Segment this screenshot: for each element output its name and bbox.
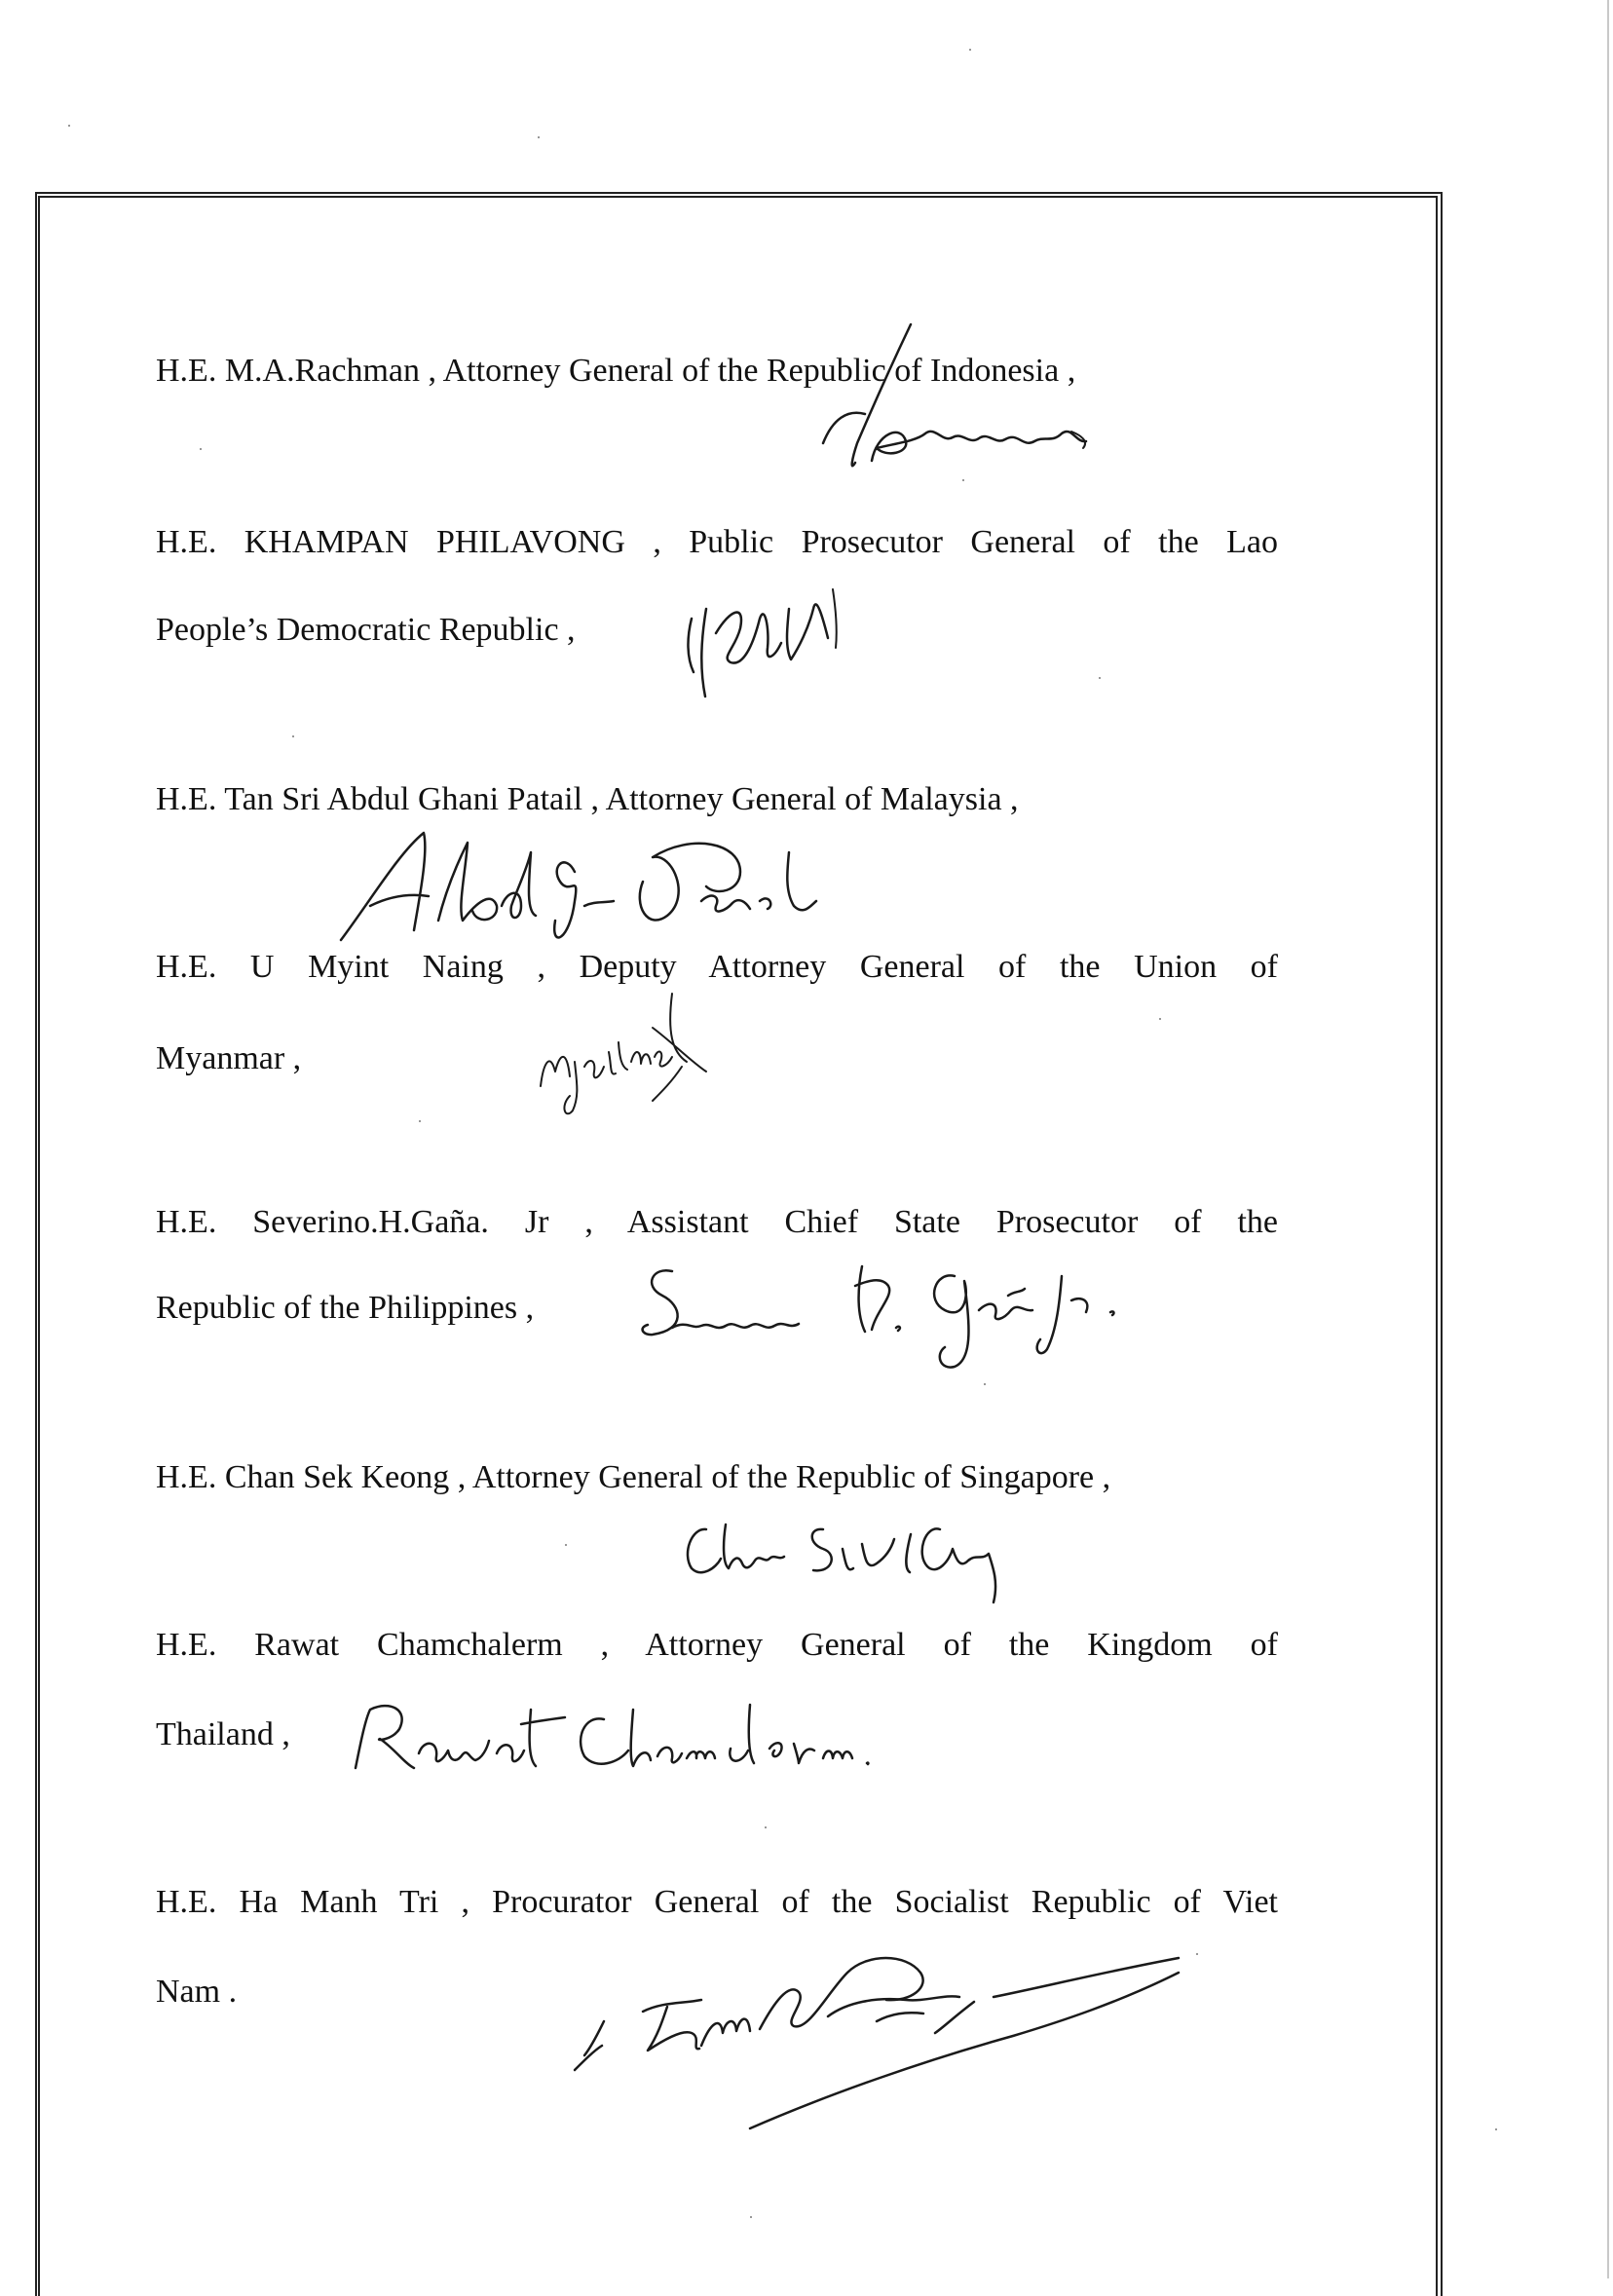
- entry-thailand-line-1: H.E. Rawat Chamchalerm , Attorney General of the Kingdom of: [156, 1627, 1278, 1663]
- entry-vietnam-line-1: H.E. Ha Manh Tri , Procurator General of the Socialist Republic of Viet: [156, 1884, 1278, 1920]
- entry-indonesia-line-1: H.E. M.A.Rachman , Attorney General of the Republic of Indonesia ,: [156, 353, 1076, 389]
- scan-speck: [1159, 1018, 1161, 1020]
- scan-speck: [1099, 677, 1101, 679]
- signature-philavong: [662, 550, 877, 706]
- entry-lao-line-2: People’s Democratic Republic ,: [156, 612, 576, 648]
- entry-philippines-line-2: Republic of the Philippines ,: [156, 1290, 535, 1326]
- entry-lao-line-1: H.E. KHAMPAN PHILAVONG , Public Prosecutor General of the Lao: [156, 524, 1278, 560]
- scan-speck: [565, 1544, 567, 1546]
- signature-ha-manh-tri: [555, 1924, 1218, 2148]
- entry-malaysia-line-1: H.E. Tan Sri Abdul Ghani Patail , Attorney General of Malaysia ,: [156, 781, 1019, 817]
- signature-chamchalerm: [341, 1680, 886, 1788]
- scan-speck: [1196, 1953, 1198, 1955]
- entry-singapore-line-1: H.E. Chan Sek Keong , Attorney General of the Republic of Singapore ,: [156, 1459, 1111, 1495]
- scan-speck: [750, 2216, 752, 2218]
- scan-speck: [200, 448, 202, 450]
- signature-chan: [672, 1500, 1023, 1607]
- entry-vietnam-line-2: Nam .: [156, 1974, 238, 2010]
- entry-myanmar-line-1: H.E. U Myint Naing , Deputy Attorney General of the Union of: [156, 949, 1278, 985]
- signature-rachman: [779, 317, 1110, 502]
- scan-speck: [538, 136, 540, 138]
- signature-gana: [633, 1242, 1140, 1369]
- scan-speck: [962, 479, 964, 481]
- scan-speck: [68, 125, 70, 127]
- signature-myint-naing: [526, 974, 721, 1120]
- scan-speck: [1495, 2128, 1497, 2130]
- entry-philippines-line-1: H.E. Severino.H.Gaña. Jr , Assistant Chief State Prosecutor of the: [156, 1204, 1278, 1240]
- scan-speck: [292, 735, 294, 737]
- scan-speck: [419, 1120, 421, 1122]
- scan-speck: [969, 49, 971, 51]
- scan-speck: [984, 1383, 986, 1385]
- entry-myanmar-line-2: Myanmar ,: [156, 1040, 302, 1076]
- scan-speck: [765, 1826, 767, 1828]
- signature-patail: [331, 813, 818, 960]
- scan-edge-line: [1607, 0, 1609, 2278]
- entry-thailand-line-2: Thailand ,: [156, 1716, 290, 1752]
